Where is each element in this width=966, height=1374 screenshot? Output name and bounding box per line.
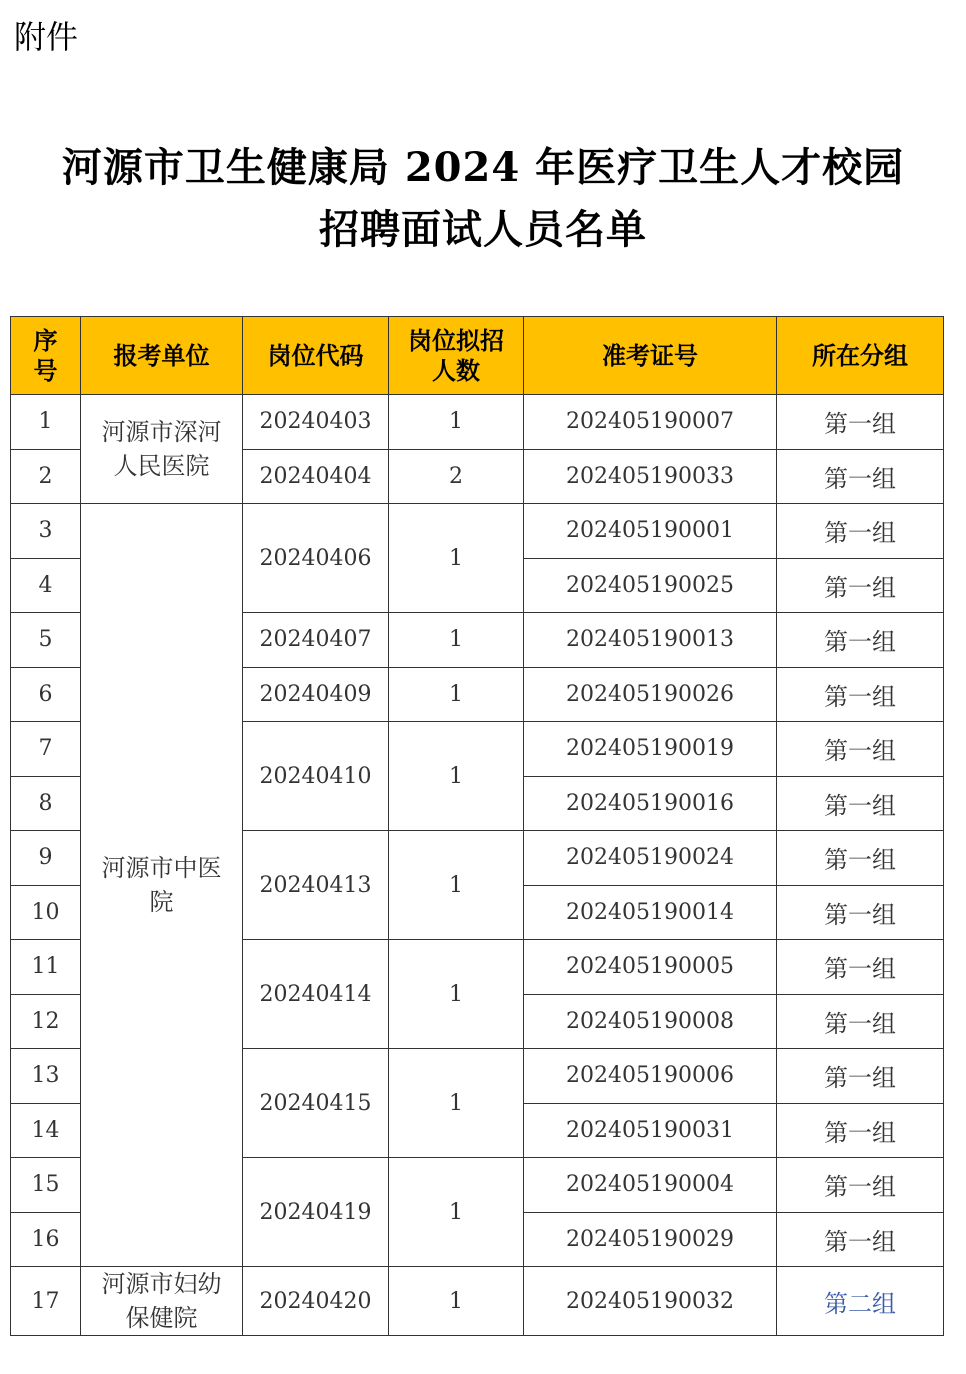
ticket-cell: 202405190026 (524, 667, 777, 722)
seq-cell: 16 (11, 1212, 81, 1267)
seq-cell: 14 (11, 1103, 81, 1158)
group-cell: 第一组 (777, 940, 944, 995)
ticket-cell: 202405190033 (524, 449, 777, 504)
header-unit: 报考单位 (81, 317, 243, 395)
ticket-cell: 202405190016 (524, 776, 777, 831)
header-seq: 序 号 (11, 317, 81, 395)
header-post-code: 岗位代码 (243, 317, 389, 395)
quota-cell: 2 (389, 449, 524, 504)
seq-cell: 10 (11, 885, 81, 940)
quota-cell: 1 (389, 1267, 524, 1336)
group-cell: 第一组 (777, 613, 944, 668)
document-title-line-2: 招聘面试人员名单 (319, 206, 647, 253)
post-code-cell: 20240406 (243, 504, 389, 613)
quota-cell: 1 (389, 395, 524, 450)
quota-cell: 1 (389, 613, 524, 668)
group-cell: 第一组 (777, 831, 944, 886)
header-ticket: 准考证号 (524, 317, 777, 395)
table-row (11, 504, 944, 559)
post-code-cell: 20240410 (243, 722, 389, 831)
seq-cell: 17 (11, 1267, 81, 1336)
post-code-cell: 20240415 (243, 1049, 389, 1158)
quota-cell: 1 (389, 667, 524, 722)
seq-cell: 1 (11, 395, 81, 450)
ticket-cell: 202405190029 (524, 1212, 777, 1267)
quota-cell: 1 (389, 940, 524, 1049)
ticket-cell: 202405190005 (524, 940, 777, 995)
group-cell: 第一组 (777, 667, 944, 722)
unit-cell: 河源市妇幼 保健院 (81, 1267, 243, 1336)
unit-cell: 河源市中医 院 (81, 504, 243, 1267)
group-cell: 第一组 (777, 1158, 944, 1213)
group-cell: 第二组 (777, 1267, 944, 1336)
ticket-cell: 202405190032 (524, 1267, 777, 1336)
seq-cell: 7 (11, 722, 81, 777)
group-cell: 第一组 (777, 449, 944, 504)
table-header-row (11, 317, 944, 395)
ticket-cell: 202405190006 (524, 1049, 777, 1104)
group-cell: 第一组 (777, 1212, 944, 1267)
seq-cell: 2 (11, 449, 81, 504)
unit-cell: 河源市深河 人民医院 (81, 395, 243, 504)
header-quota: 岗位拟招 人数 (389, 317, 524, 395)
group-cell: 第一组 (777, 504, 944, 559)
ticket-cell: 202405190024 (524, 831, 777, 886)
attachment-label: 附件 (14, 18, 79, 56)
table-row (11, 395, 944, 450)
post-code-cell: 20240420 (243, 1267, 389, 1336)
quota-cell: 1 (389, 1158, 524, 1267)
interview-list-table (10, 316, 944, 1336)
group-cell: 第一组 (777, 722, 944, 777)
post-code-cell: 20240414 (243, 940, 389, 1049)
ticket-cell: 202405190014 (524, 885, 777, 940)
ticket-cell: 202405190031 (524, 1103, 777, 1158)
group-cell: 第一组 (777, 395, 944, 450)
quota-cell: 1 (389, 831, 524, 940)
group-cell: 第一组 (777, 994, 944, 1049)
group-cell: 第一组 (777, 1049, 944, 1104)
post-code-cell: 20240407 (243, 613, 389, 668)
quota-cell: 1 (389, 722, 524, 831)
header-group: 所在分组 (777, 317, 944, 395)
post-code-cell: 20240403 (243, 395, 389, 450)
group-cell: 第一组 (777, 558, 944, 613)
post-code-cell: 20240413 (243, 831, 389, 940)
group-cell: 第一组 (777, 1103, 944, 1158)
seq-cell: 8 (11, 776, 81, 831)
seq-cell: 5 (11, 613, 81, 668)
seq-cell: 11 (11, 940, 81, 995)
ticket-cell: 202405190008 (524, 994, 777, 1049)
post-code-cell: 20240409 (243, 667, 389, 722)
seq-cell: 3 (11, 504, 81, 559)
post-code-cell: 20240419 (243, 1158, 389, 1267)
ticket-cell: 202405190007 (524, 395, 777, 450)
ticket-cell: 202405190004 (524, 1158, 777, 1213)
ticket-cell: 202405190025 (524, 558, 777, 613)
quota-cell: 1 (389, 1049, 524, 1158)
ticket-cell: 202405190013 (524, 613, 777, 668)
table-row (11, 1267, 944, 1336)
seq-cell: 6 (11, 667, 81, 722)
ticket-cell: 202405190019 (524, 722, 777, 777)
seq-cell: 13 (11, 1049, 81, 1104)
seq-cell: 9 (11, 831, 81, 886)
quota-cell: 1 (389, 504, 524, 613)
group-cell: 第一组 (777, 776, 944, 831)
post-code-cell: 20240404 (243, 449, 389, 504)
seq-cell: 15 (11, 1158, 81, 1213)
document-title-line-1: 河源市卫生健康局 2024 年医疗卫生人才校园 (61, 144, 905, 191)
seq-cell: 12 (11, 994, 81, 1049)
ticket-cell: 202405190001 (524, 504, 777, 559)
group-cell: 第一组 (777, 885, 944, 940)
seq-cell: 4 (11, 558, 81, 613)
